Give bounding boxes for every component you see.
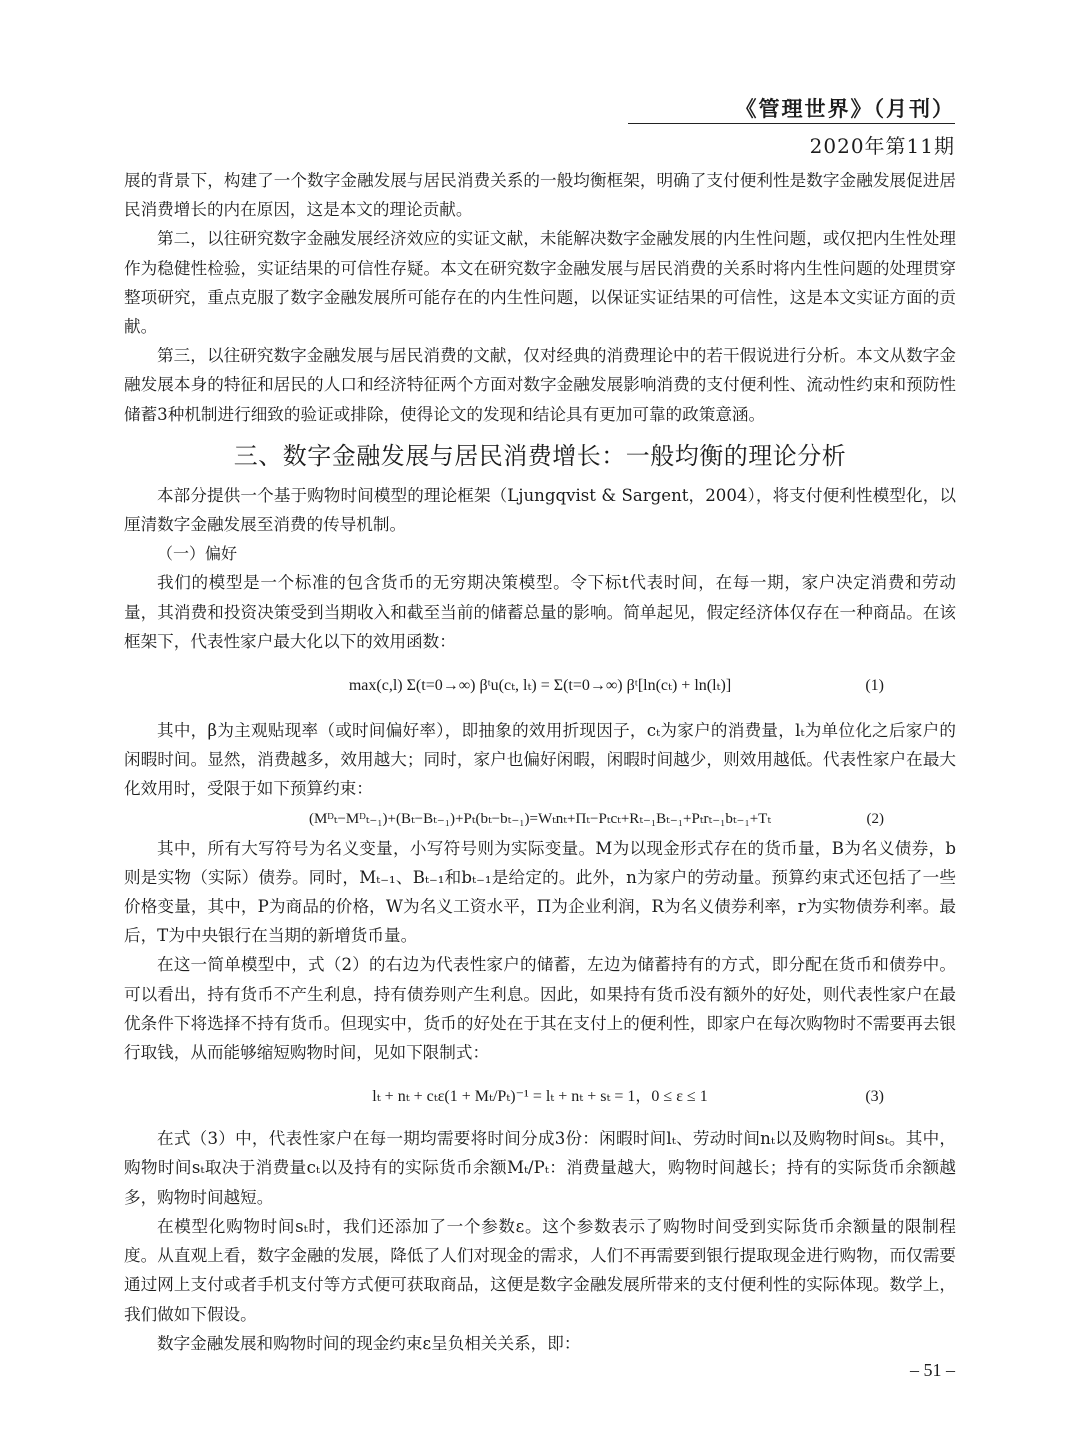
equation-3	[124, 1070, 956, 1124]
equation-1	[124, 656, 956, 716]
paragraph-4: 本部分提供一个基于购物时间模型的理论框架（Ljungqvist & Sargent，2004），将支付便利性模型化，以厘清数字金融发展至消费的传导机制。	[124, 485, 956, 535]
header-rule	[628, 123, 955, 124]
equation-3-body: lₜ + nₜ + cₜε(1 + Mₜ/Pₜ)⁻¹ = lₜ + nₜ + sₜ = 1，0 ≤ ε ≤ 1	[372, 1088, 708, 1106]
paragraph-8: 在这一简单模型中，式（2）的右边为代表性家户的储蓄，左边为储蓄持有的方式，即分配在货币和债券中。可以看出，持有货币不产生利息，持有债券则产生利息。因此，如果持有货币没有额外的好处，则代表性家户在最优条件下将选择不持有货币。但现实中，货币的好处在于其在支付上的便利性，即家户在每次购物时不需要再去银行取钱，从而能够缩短购物时间，见如下限制式：	[124, 955, 956, 1063]
paragraph-1: 展的背景下，构建了一个数字金融发展与居民消费关系的一般均衡框架，明确了支付便利性是数字金融发展促进居民消费增长的内在原因，这是本文的理论贡献。	[124, 171, 956, 220]
subsection-title: （一）偏好	[157, 544, 238, 564]
paragraph-11: 数字金融发展和购物时间的现金约束ε呈负相关关系，即：	[157, 1333, 581, 1353]
journal-title: 《管理世界》（月刊）	[735, 96, 955, 121]
equation-2-body: (Mᴰₜ−Mᴰₜ₋₁)+(Bₜ−Bₜ₋₁)+Pₜ(bₜ−bₜ₋₁)=Wₜnₜ+Πₜ−Pₜcₜ+Rₜ₋₁Bₜ₋₁+Pₜrₜ₋₁bₜ₋₁+Tₜ	[308, 810, 772, 827]
article-body	[124, 166, 956, 1358]
equation-3-number: (3)	[865, 1088, 884, 1106]
equation-2	[124, 804, 956, 834]
paragraph-6: 其中，β为主观贴现率（或时间偏好率），即抽象的效用折现因子，cₜ为家户的消费量，lₜ为单位化之后家户的闲暇时间。显然，消费越多，效用越大；同时，家户也偏好闲暇，闲暇时间越少，则效用越低。代表性家户在最大化效用时，受限于如下预算约束：	[124, 721, 956, 799]
equation-1-number: (1)	[865, 677, 884, 695]
section-title: 三、数字金融发展与居民消费增长：一般均衡的理论分析	[233, 441, 847, 470]
page-number: – 51 –	[910, 1360, 955, 1380]
paragraph-2: 第二，以往研究数字金融发展经济效应的实证文献，未能解决数字金融发展的内生性问题，或仅把内生性处理作为稳健性检验，实证结果的可信性存疑。本文在研究数字金融发展与居民消费的关系时将内生性问题的处理贯穿整项研究，重点克服了数字金融发展所可能存在的内生性问题，以保证实证结果的可信性，这是本文实证方面的贡献。	[124, 229, 956, 337]
paragraph-7: 其中，所有大写符号为名义变量，小写符号则为实际变量。M为以现金形式存在的货币量，B为名义债券，b则是实物（实际）债券。同时，Mₜ₋₁、Bₜ₋₁和bₜ₋₁是给定的。此外，n为家户的劳动量。预算约束式还包括了一些价格变量，其中，P为商品的价格，W为名义工资水平，Π为企业利润，R为名义债券利率，r为实物债券利率。最后，T为中央银行在当期的新增货币量。	[124, 838, 956, 946]
paragraph-5: 我们的模型是一个标准的包含货币的无穷期决策模型。令下标t代表时间，在每一期，家户决定消费和劳动量，其消费和投资决策受到当期收入和截至当前的储蓄总量的影响。简单起见，假定经济体仅存在一种商品。在该框架下，代表性家户最大化以下的效用函数：	[124, 573, 956, 651]
issue-label: 2020年第11期	[809, 134, 955, 158]
paragraph-10: 在模型化购物时间sₜ时，我们还添加了一个参数ε。这个参数表示了购物时间受到实际货币余额量的限制程度。从直观上看，数字金融的发展，降低了人们对现金的需求，人们不再需要到银行提取现金进行购物，而仅需要通过网上支付或者手机支付等方式便可获取商品，这便是数字金融发展所带来的支付便利性的实际体现。数学上，我们做如下假设。	[124, 1216, 956, 1324]
paragraph-9: 在式（3）中，代表性家户在每一期均需要将时间分成3份：闲暇时间lₜ、劳动时间nₜ以及购物时间sₜ。其中，购物时间sₜ取决于消费量cₜ以及持有的实际货币余额Mₜ/Pₜ：消费量越大，购物时间越长；持有的实际货币余额越多，购物时间越短。	[124, 1129, 956, 1207]
equation-2-number: (2)	[866, 810, 884, 827]
paragraph-3: 第三，以往研究数字金融发展与居民消费的文献，仅对经典的消费理论中的若干假说进行分析。本文从数字金融发展本身的特征和居民的人口和经济特征两个方面对数字金融发展影响消费的支付便利性、流动性约束和预防性储蓄3种机制进行细致的验证或排除，使得论文的发现和结论具有更加可靠的政策意涵。	[124, 346, 956, 424]
equation-1-body: max(c,l) Σ(t=0→∞) βᵗu(cₜ, lₜ) = Σ(t=0→∞) βᵗ[ln(cₜ) + ln(lₜ)]	[348, 677, 732, 695]
